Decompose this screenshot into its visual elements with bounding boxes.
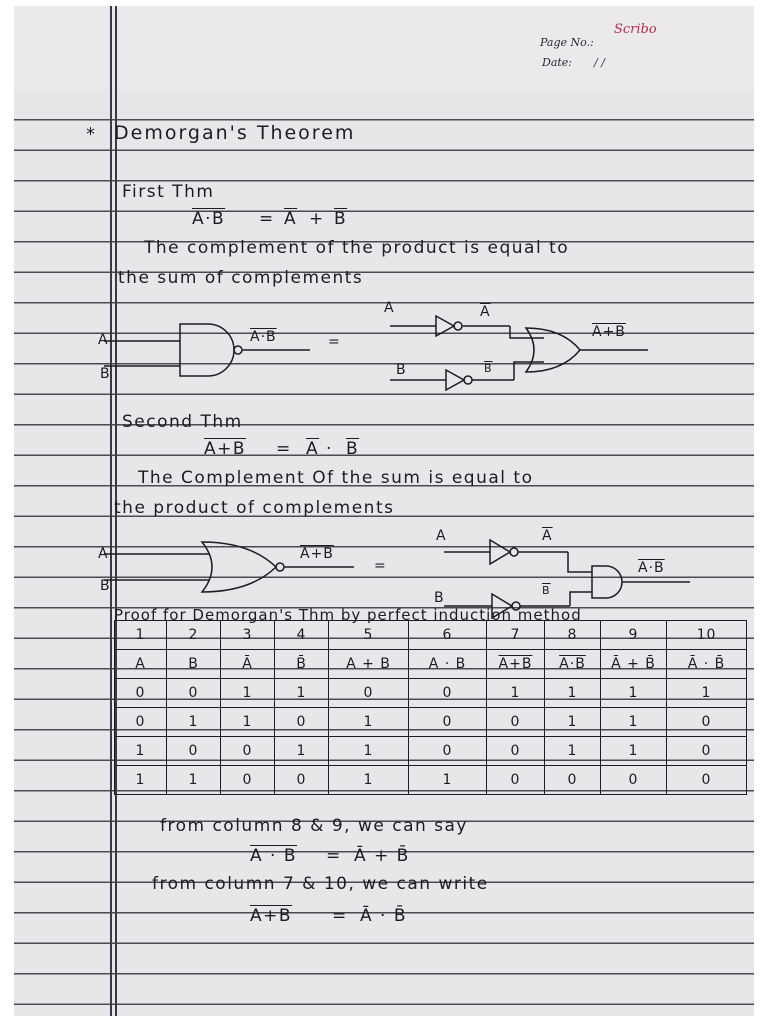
col-number: 7 xyxy=(487,621,545,650)
table-cell: 1 xyxy=(275,679,329,708)
table-cell: 0 xyxy=(487,766,545,795)
second-input-b: B xyxy=(100,578,111,594)
date-value: / / xyxy=(594,56,605,69)
table-cell: 0 xyxy=(115,679,167,708)
header-row xyxy=(115,650,747,679)
table-cell: 0 xyxy=(275,708,329,737)
second-eq-rhs-a: $\overline{A}$ xyxy=(306,439,320,459)
table-cell: 1 xyxy=(167,708,221,737)
date-label: Date: xyxy=(542,56,573,69)
table-cell: 1 xyxy=(221,708,275,737)
truth-table xyxy=(114,620,747,795)
or-output-a: A+B xyxy=(592,324,626,340)
table-cell: 1 xyxy=(545,708,601,737)
table-cell: 1 xyxy=(329,737,409,766)
table-cell: 0 xyxy=(329,679,409,708)
second-not-a-label: $\overline{A}$ xyxy=(542,528,553,544)
conclusion-2-rhs: Ā · B̄ xyxy=(360,906,408,926)
first-nand-output-label: A·B xyxy=(250,329,277,345)
second-input-a: A xyxy=(98,546,109,562)
col-number: 5 xyxy=(329,621,409,650)
second-theorem-heading: Second Thm xyxy=(122,412,243,432)
column-header: B xyxy=(167,650,221,679)
conclusion-2-text: from column 7 & 10, we can write xyxy=(152,874,489,894)
table-cell: 0 xyxy=(667,708,747,737)
column-header: Ā xyxy=(221,650,275,679)
table-cell: 0 xyxy=(409,679,487,708)
table-cell: 1 xyxy=(601,679,667,708)
second-statement-line1: The Complement Of the sum is equal to xyxy=(138,468,534,488)
col-number: 10 xyxy=(667,621,747,650)
table-cell: 0 xyxy=(487,708,545,737)
second-eq-dot: · xyxy=(326,439,333,459)
table-cell: 1 xyxy=(329,766,409,795)
table-cell: 1 xyxy=(221,679,275,708)
table-cell: 1 xyxy=(545,737,601,766)
column-header: A xyxy=(115,650,167,679)
col-number: 4 xyxy=(275,621,329,650)
second-right-a: A xyxy=(436,528,447,544)
col-number: 2 xyxy=(167,621,221,650)
first-not-b-label: $\overline{B}$ xyxy=(484,362,493,375)
conclusion-2-lhs: A+B xyxy=(250,906,293,926)
second-nor-output-label: A+B xyxy=(300,546,334,562)
header-text: A+B xyxy=(498,656,533,672)
second-and-output-label: A·B xyxy=(638,560,665,576)
conclusion-2-equals: = xyxy=(332,906,348,926)
table-cell: 0 xyxy=(409,737,487,766)
brand-logo: Scribo xyxy=(614,22,657,37)
first-eq-rhs-b: $\overline{B}$ xyxy=(334,209,348,229)
table-row xyxy=(115,679,747,708)
column-header: A · B xyxy=(409,650,487,679)
table-cell: 0 xyxy=(275,766,329,795)
table-cell: 0 xyxy=(545,766,601,795)
table-cell: 1 xyxy=(601,737,667,766)
table-cell: 1 xyxy=(409,766,487,795)
first-not-a-label: $\overline{A}$ xyxy=(480,304,491,320)
table-cell: 0 xyxy=(115,708,167,737)
first-right-a: A xyxy=(384,300,395,316)
table-row xyxy=(115,737,747,766)
table-cell: 1 xyxy=(115,766,167,795)
first-eq-rhs-a: $\overline{A}$ xyxy=(284,209,298,229)
column-header: B̄ xyxy=(275,650,329,679)
proof-heading: Proof for Demorgan's Thm by perfect induction method xyxy=(114,606,582,624)
second-eq-rhs-b: $\overline{B}$ xyxy=(346,439,360,459)
column-header: Ā · B̄ xyxy=(667,650,747,679)
second-not-b-label: $\overline{B}$ xyxy=(542,584,551,597)
conclusion-1-rhs: Ā + B̄ xyxy=(354,846,410,866)
page-title: Demorgan's Theorem xyxy=(114,122,356,144)
column-header xyxy=(487,650,545,679)
column-number-row xyxy=(115,621,747,650)
table-cell: 0 xyxy=(667,766,747,795)
col-number: 9 xyxy=(601,621,667,650)
conclusion-1-equals: = xyxy=(326,846,342,866)
table-cell: 1 xyxy=(667,679,747,708)
table-cell: 0 xyxy=(667,737,747,766)
second-eq-lhs: A+B xyxy=(204,439,247,459)
table-cell: 1 xyxy=(115,737,167,766)
column-header: A + B xyxy=(329,650,409,679)
col-number: 1 xyxy=(115,621,167,650)
first-input-b: B xyxy=(100,366,111,382)
second-equals-sign: = xyxy=(374,558,387,574)
second-statement-line2: the product of complements xyxy=(114,498,395,518)
table-row xyxy=(115,708,747,737)
table-cell: 1 xyxy=(545,679,601,708)
col-number: 8 xyxy=(545,621,601,650)
notebook-page xyxy=(14,6,754,1016)
table-cell: 0 xyxy=(221,766,275,795)
table-cell: 0 xyxy=(167,679,221,708)
column-header: Ā + B̄ xyxy=(601,650,667,679)
column-header xyxy=(545,650,601,679)
table-cell: 0 xyxy=(409,708,487,737)
first-statement-line2: the sum of complements xyxy=(118,268,364,288)
col-number: 3 xyxy=(221,621,275,650)
first-eq-equals: = xyxy=(259,209,275,229)
page-no-label: Page No.: xyxy=(540,36,594,49)
conclusion-1-lhs: A · B xyxy=(250,846,298,866)
second-eq-equals: = xyxy=(276,439,292,459)
first-statement-line1: The complement of the product is equal to xyxy=(144,238,570,258)
first-theorem-heading: First Thm xyxy=(122,182,215,202)
first-eq-lhs: A·B xyxy=(192,209,226,229)
first-eq-plus: + xyxy=(309,209,325,229)
bullet-star: * xyxy=(86,124,97,145)
first-input-a: A xyxy=(98,332,109,348)
table-cell: 1 xyxy=(329,708,409,737)
table-row xyxy=(115,766,747,795)
col-number: 6 xyxy=(409,621,487,650)
table-cell: 0 xyxy=(221,737,275,766)
table-cell: 1 xyxy=(601,708,667,737)
first-equals-sign: = xyxy=(328,334,341,350)
table-cell: 0 xyxy=(601,766,667,795)
first-right-b: B xyxy=(396,362,407,378)
second-right-b: B xyxy=(434,590,445,606)
table-cell: 1 xyxy=(487,679,545,708)
table-cell: 1 xyxy=(275,737,329,766)
table-cell: 1 xyxy=(167,766,221,795)
table-cell: 0 xyxy=(487,737,545,766)
header-text: A·B xyxy=(559,656,586,672)
conclusion-1-text: from column 8 & 9, we can say xyxy=(160,816,468,836)
table-cell: 0 xyxy=(167,737,221,766)
